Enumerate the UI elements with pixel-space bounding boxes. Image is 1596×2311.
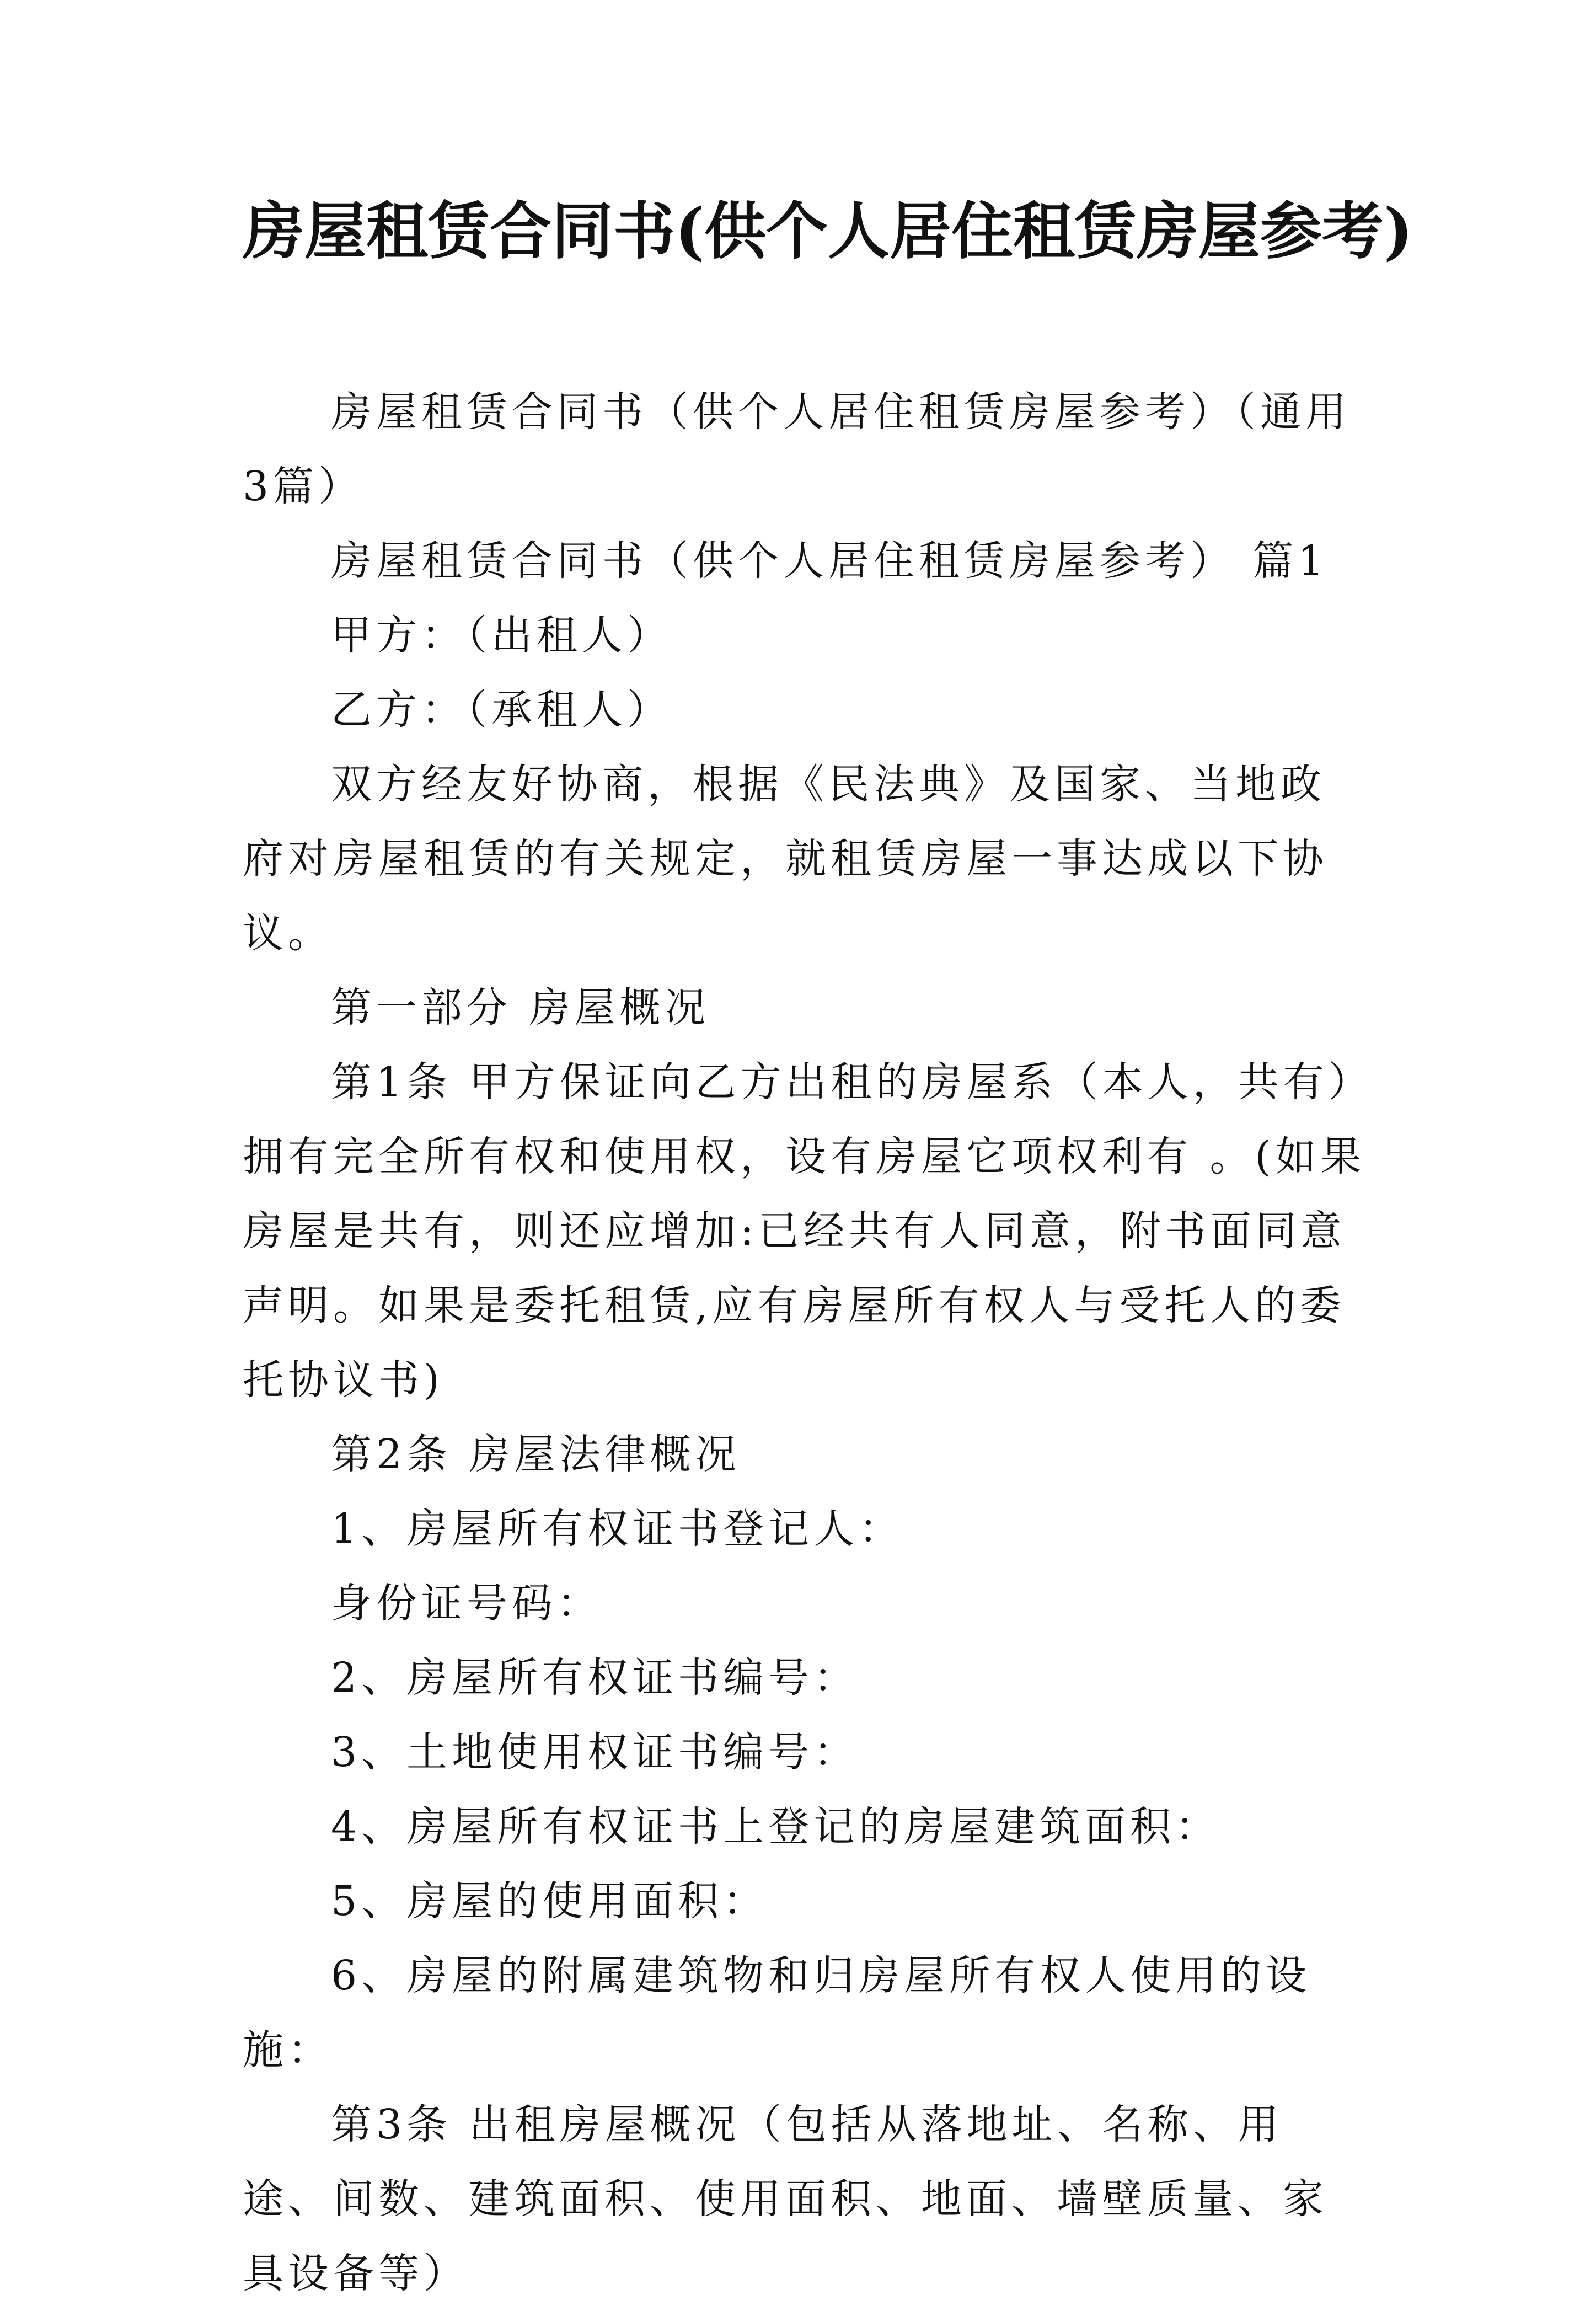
- paragraph-agreement: 双方经友好协商，根据《民法典》及国家、当地政府对房屋租赁的有关规定，就租赁房屋一事达成以下协议。: [243, 761, 1328, 957]
- paragraph-intro: 房屋租赁合同书（供个人居住租赁房屋参考）（通用3篇）: [243, 388, 1351, 510]
- paragraph-item-2: 2、房屋所有权证书编号：: [331, 1654, 859, 1702]
- paragraph-item-5: 5、房屋的使用面积：: [331, 1877, 769, 1925]
- document-title: 房屋租赁合同书(供个人居住租赁房屋参考): [243, 195, 1413, 268]
- paragraph-article-3: 第3条 出租房屋概况（包括从落地址、名称、用途、间数、建筑面积、使用面积、地面、墙壁质量、家具设备等）: [243, 2101, 1328, 2297]
- paragraph-item-6: 6、房屋的附属建筑物和归房屋所有权人使用的设施：: [243, 1952, 1311, 2074]
- paragraph-section-heading: 房屋租赁合同书（供个人居住租赁房屋参考） 篇1: [331, 537, 1329, 585]
- paragraph-item-3: 3、土地使用权证书编号：: [331, 1729, 859, 1776]
- paragraph-party-a: 甲方：（出租人）: [331, 612, 672, 659]
- paragraph-part-one: 第一部分 房屋概况: [331, 984, 710, 1031]
- paragraph-item-1: 1、房屋所有权证书登记人：: [331, 1505, 904, 1553]
- paragraph-article-1: 第1条 甲方保证向乙方出租的房屋系（本人，共有）拥有完全所有权和使用权，设有房屋它项权利有 。(如果房屋是共有，则还应增加:已经共有人同意，附书面同意声明。如果是委托租赁,应有房屋所有权人与受托人的委托协议书): [243, 1058, 1366, 1404]
- document-body: [243, 375, 1368, 2311]
- paragraph-article-2: 第2条 房屋法律概况: [331, 1431, 741, 1478]
- paragraph-party-b: 乙方：（承租人）: [331, 686, 672, 734]
- paragraph-id-number: 身份证号码：: [331, 1580, 602, 1627]
- paragraph-item-4: 4、房屋所有权证书上登记的房屋建筑面积：: [331, 1803, 1221, 1850]
